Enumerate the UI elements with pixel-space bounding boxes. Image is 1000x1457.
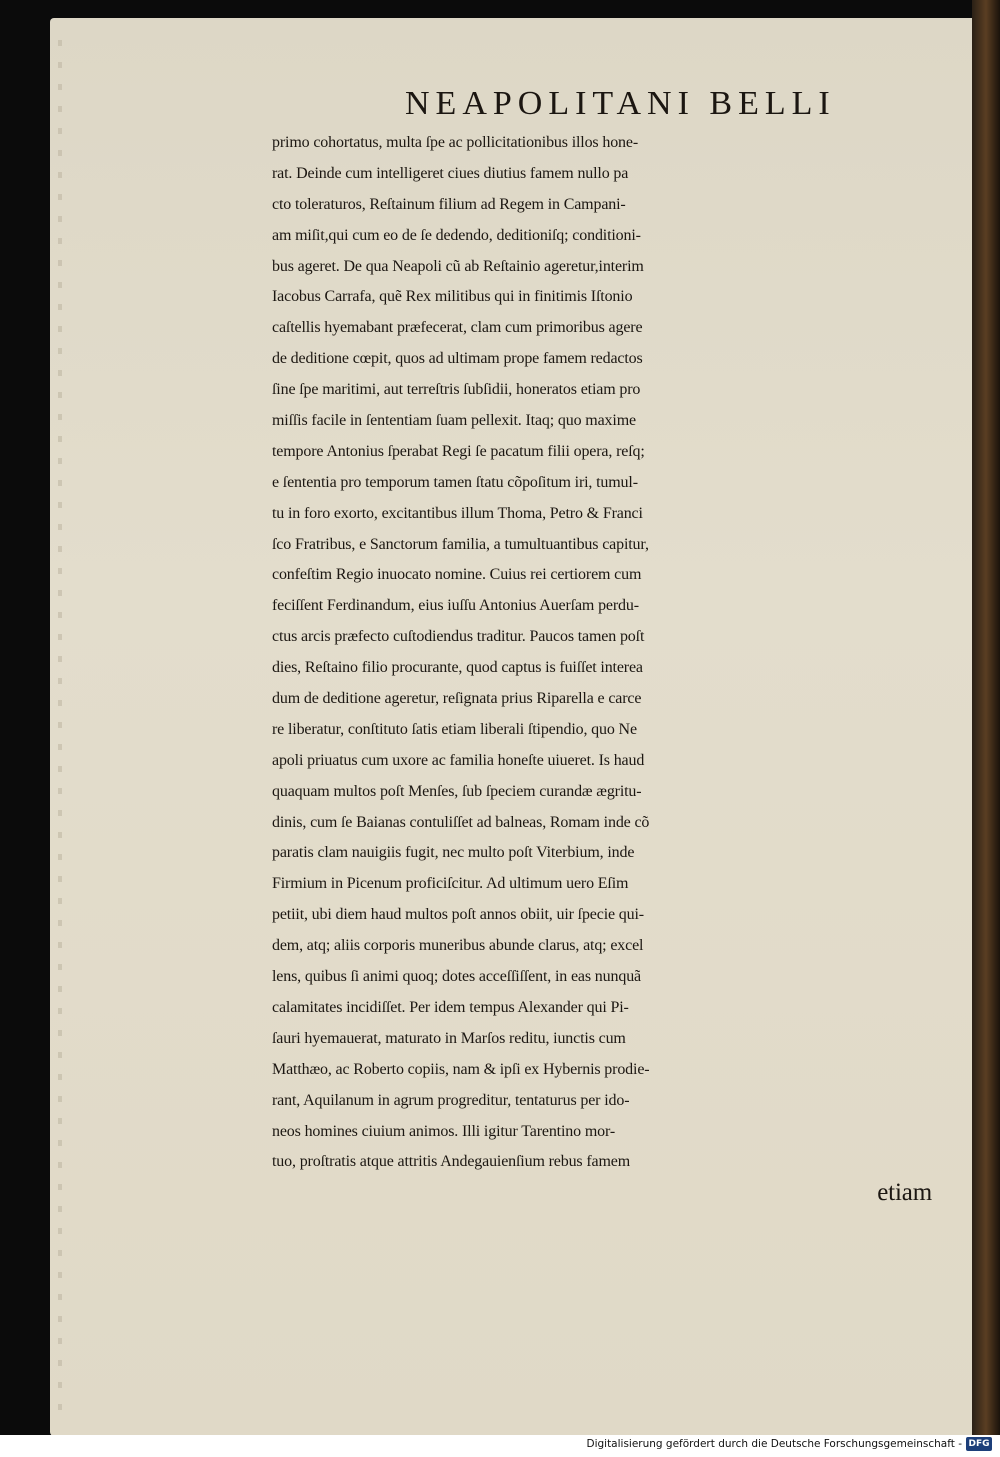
text-line: am miſit,qui cum eo de ſe dedendo, deditioniſq; conditioni- xyxy=(272,226,641,244)
text-line: ſco Fratribus, e Sanctorum familia, a tumultuantibus capitur, xyxy=(272,535,649,553)
running-head: NEAPOLITANI BELLI xyxy=(405,85,836,122)
binding-shadow xyxy=(58,40,62,1420)
text-line: dum de deditione ageretur, reſignata prius Riparella e carce xyxy=(272,690,642,708)
text-line: dies, Reſtaino filio procurante, quod captus is fuiſſet interea xyxy=(272,659,643,677)
text-line: ſine ſpe maritimi, aut terreſtris ſubſidii, honeratos etiam pro xyxy=(272,381,641,399)
text-line: tempore Antonius ſperabat Regi ſe pacatum filii opera, reſq; xyxy=(272,442,645,460)
text-line: neos homines ciuium animos. Illi igitur Tarentino mor- xyxy=(272,1122,616,1140)
body-text xyxy=(272,128,952,1209)
text-line: primo cohortatus, multa ſpe ac pollicitationibus illos hone- xyxy=(272,134,639,151)
text-line: lens, quibus ſi animi quoq; dotes acceſſiſſent, in eas nunquã xyxy=(272,968,641,986)
text-line: dem, atq; aliis corporis muneribus abunde clarus, atq; excel xyxy=(272,937,644,955)
text-line: Iacobus Carrafa, quẽ Rex militibus qui in finitimis Iſtonio xyxy=(272,288,633,306)
text-line: bus ageret. De qua Neapoli cũ ab Reſtainio ageretur,interim xyxy=(272,257,644,275)
text-line: cto toleraturos, Reſtainum filium ad Regem in Campani- xyxy=(272,195,626,213)
catchword: etiam xyxy=(877,1179,932,1207)
footer-credit: Digitalisierung gefördert durch die Deutsche Forschungsgemeinschaft - xyxy=(586,1438,962,1450)
text-line: ctus arcis præfecto cuſtodiendus traditur. Paucos tamen poſt xyxy=(272,628,645,646)
text-line: rat. Deinde cum intelligeret ciues diutius famem nullo pa xyxy=(272,164,629,182)
text-line: Matthæo, ac Roberto copiis, nam & ipſi ex Hybernis prodie- xyxy=(272,1060,650,1078)
text-line: confeſtim Regio inuocato nomine. Cuius rei certiorem cum xyxy=(272,566,642,584)
page-edge xyxy=(972,0,1000,1435)
text-line: feciſſent Ferdinandum, eius iuſſu Antonius Auerſam perdu- xyxy=(272,597,639,615)
text-line: caſtellis hyemabant præfecerat, clam cum primoribus agere xyxy=(272,319,643,337)
dfg-logo-icon: DFG xyxy=(966,1437,992,1451)
text-line: de deditione cœpit, quos ad ultimam prope famem redactos xyxy=(272,350,643,368)
text-line: ſauri hyemauerat, maturato in Marſos reditu, iunctis cum xyxy=(272,1029,626,1047)
text-line: apoli priuatus cum uxore ac familia honeſte uiueret. Is haud xyxy=(272,751,645,769)
text-line: tuo, proſtratis atque attritis Andegauienſium rebus famem xyxy=(272,1153,631,1171)
text-line: petiit, ubi diem haud multos poſt annos obiit, uir ſpecie qui- xyxy=(272,906,644,924)
text-line: miſſis facile in ſententiam ſuam pellexit. Itaq; quo maxime xyxy=(272,412,636,430)
text-line: tu in foro exorto, excitantibus illum Thoma, Petro & Franci xyxy=(272,504,643,522)
text-line: quaquam multos poſt Menſes, ſub ſpeciem curandæ ægritu- xyxy=(272,782,642,800)
text-line: rant, Aquilanum in agrum progreditur, tentaturus per ido- xyxy=(272,1091,630,1109)
text-line: re liberatur, conſtituto ſatis etiam liberali ſtipendio, quo Ne xyxy=(272,720,637,738)
text-line: Firmium in Picenum proficiſcitur. Ad ultimum uero Eſim xyxy=(272,875,629,893)
text-line: e ſententia pro temporum tamen ſtatu cõpoſitum iri, tumul- xyxy=(272,473,638,491)
text-line: dinis, cum ſe Baianas contuliſſet ad balneas, Romam inde cõ xyxy=(272,813,650,831)
text-line: paratis clam nauigiis fugit, nec multo poſt Viterbium, inde xyxy=(272,844,635,862)
text-line: calamitates incidiſſet. Per idem tempus Alexander qui Pi- xyxy=(272,998,629,1016)
